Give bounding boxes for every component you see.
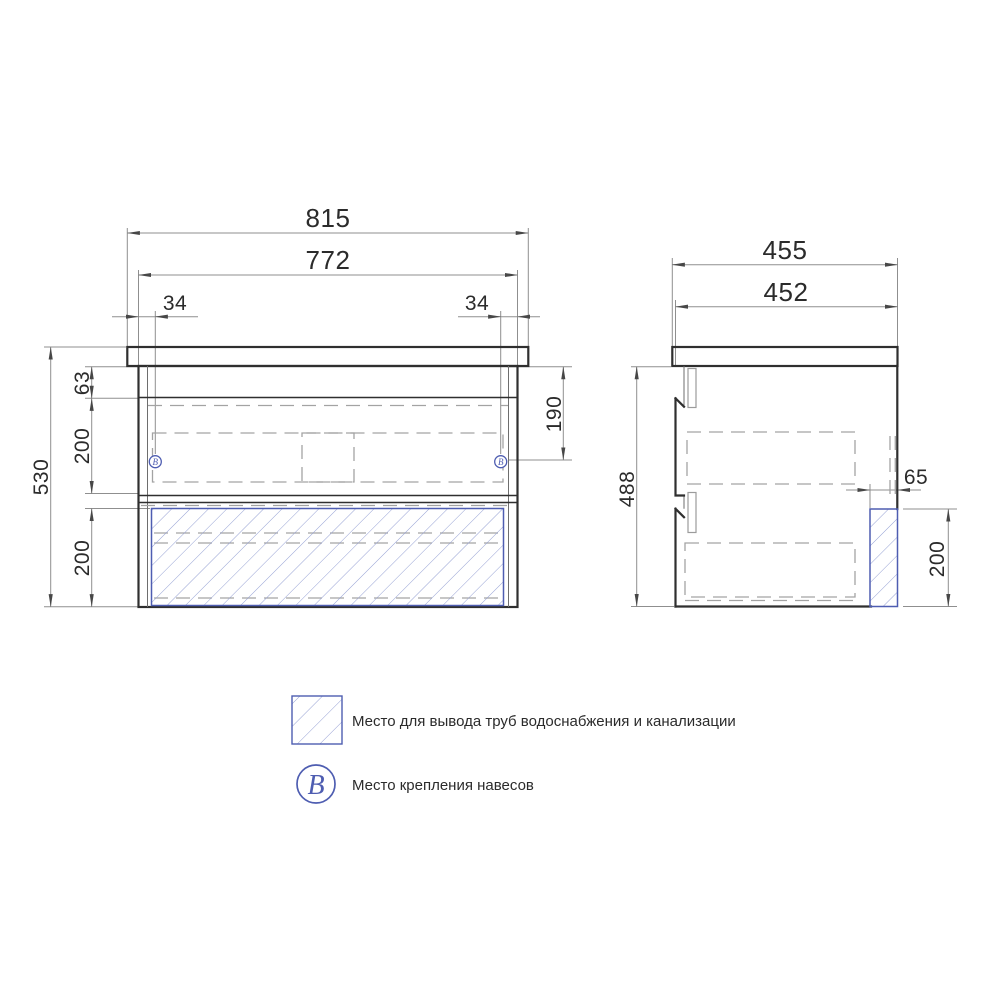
dim-label-815: 815 [305, 203, 351, 233]
hanger-mark-letter-right: В [497, 457, 504, 467]
legend-hanger-text: Место крепления навесов [352, 777, 534, 794]
dim-label-772: 772 [305, 245, 351, 275]
dim-label-200-upper: 200 [71, 427, 94, 465]
dim-label-65: 65 [903, 466, 929, 489]
dim-label-34-right: 34 [464, 292, 490, 315]
hanger-mark-letter-left: В [152, 457, 159, 467]
legend-pipe-zone-text: Место для вывода труб водоснабжения и канализации [352, 713, 736, 730]
dim-label-190: 190 [543, 395, 566, 433]
legend-hanger-letter: В [307, 770, 325, 801]
pipe-zone-side [870, 509, 898, 607]
dim-label-200-side: 200 [926, 540, 949, 578]
pipe-zone-front [152, 509, 504, 606]
dim-label-200-lower: 200 [71, 539, 94, 577]
dim-label-530: 530 [30, 458, 53, 496]
dim-label-63: 63 [71, 370, 94, 396]
legend-hatch-swatch [292, 696, 342, 744]
dim-label-452: 452 [763, 277, 809, 307]
dim-label-34-left: 34 [162, 292, 188, 315]
dim-label-455: 455 [762, 235, 808, 265]
dim-label-488: 488 [616, 470, 639, 508]
